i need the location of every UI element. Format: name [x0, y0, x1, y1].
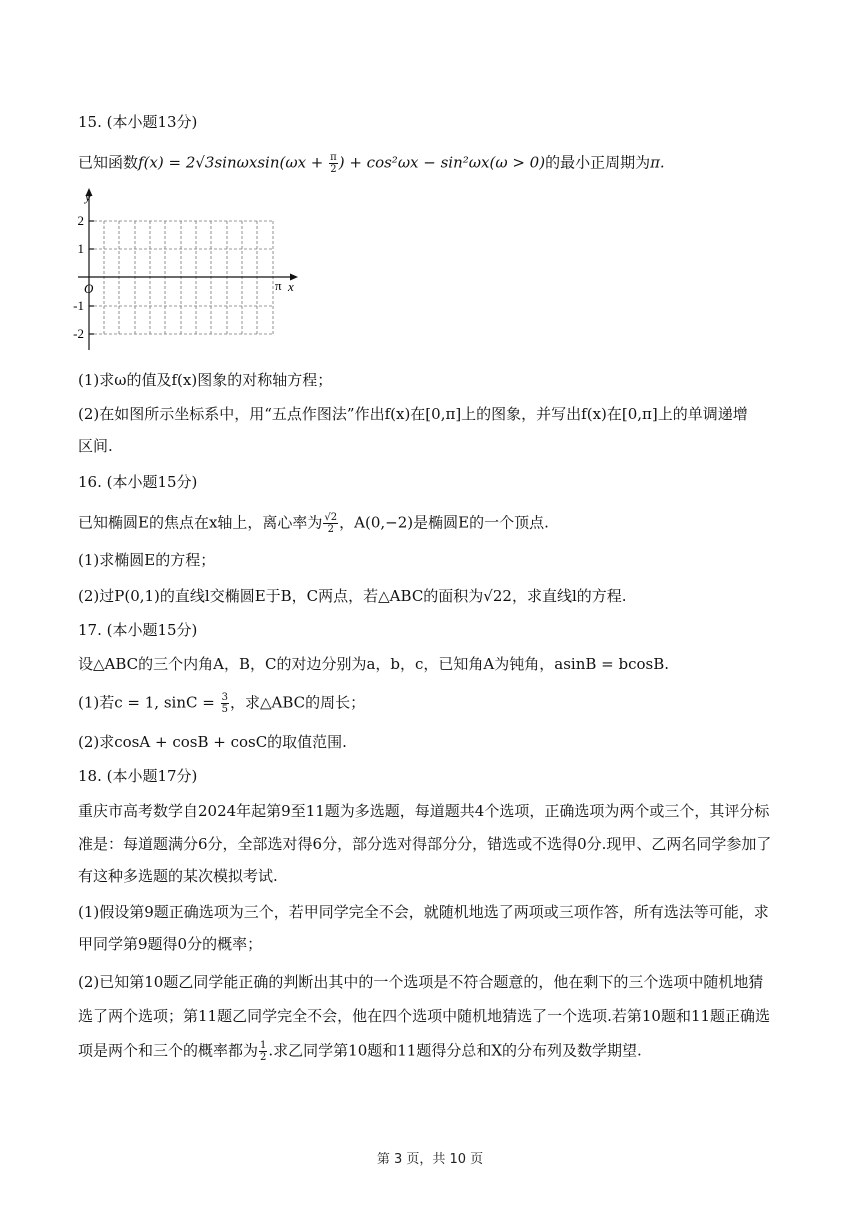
q17-part2: (2)求cosA + cosB + cosC的取值范围.	[78, 733, 347, 751]
q18-stem-line1: 重庆市高考数学自2024年起第9至11题为多选题，每道题共4个选项，正确选项为两个或三个，其评分标	[78, 802, 770, 820]
q17-header: 17. (本小题15分)	[78, 621, 198, 639]
q15-stem-suffix: 的最小正周期为	[545, 153, 651, 172]
q15-header: 15. (本小题13分)	[78, 113, 198, 131]
x-axis-label: x	[288, 279, 294, 294]
q18-stem-line2: 准是：每道题满分6分，全部选对得6分，部分选对得部分分，错选或不选得0分.现甲、乙两名同学参加了	[78, 835, 772, 853]
q16-part1: (1)求椭圆E的方程；	[78, 551, 216, 569]
q16-fraction	[323, 512, 338, 535]
q15-part2-line2: 区间.	[78, 437, 113, 455]
q15-part2-line1: (2)在如图所示坐标系中，用“五点作图法”作出f(x)在[0,π]上的图象，并写出f(x)在[0,π]上的单调递增	[78, 405, 748, 423]
q17-part1-a: (1)若c = 1, sinC =	[78, 693, 220, 712]
q18-header: 18. (本小题17分)	[78, 767, 198, 785]
q18-part2-line1: (2)已知第10题乙同学能正确的判断出其中的一个选项是不符合题意的，他在剩下的三个选项中随机地猜	[78, 973, 764, 991]
y-tick-neg2: -2	[73, 326, 84, 341]
q17-part1-b: ，求△ABC的周长；	[229, 693, 366, 712]
origin-label: O	[84, 281, 94, 296]
x-tick-pi: π	[275, 278, 282, 293]
q18-fraction	[259, 1040, 267, 1063]
q15-stem-fraction	[329, 152, 338, 175]
q15-stem-prefix: 已知函数	[78, 153, 139, 172]
q18-part2-line3-b: .求乙同学第10题和11题得分总和X的分布列及数学期望.	[268, 1041, 642, 1060]
q16-header: 16. (本小题15分)	[78, 473, 198, 491]
q16-stem-a: 已知椭圆E的焦点在x轴上，离心率为	[78, 513, 323, 532]
q17-fraction	[221, 692, 229, 715]
y-tick-1: 1	[77, 241, 84, 256]
q16-stem-b: ，A(0,−2)是椭圆E的一个顶点.	[339, 513, 549, 532]
q17-part1	[78, 692, 365, 715]
q18-frac-den: 2	[260, 1052, 267, 1063]
q16-part2: (2)过P(0,1)的直线l交椭圆E于B，C两点，若△ABC的面积为√22，求直线l的方程.	[78, 587, 627, 605]
q15-stem-math2: ) + cos²ωx − sin²ωx(ω > 0)	[338, 153, 546, 172]
q15-stem-math: f(x) = 2√3sinωxsin(ωx +	[138, 153, 329, 172]
y-tick-neg1: -1	[73, 298, 84, 313]
q15-part1: (1)求ω的值及f(x)图象的对称轴方程；	[78, 371, 333, 389]
q17-stem: 设△ABC的三个内角A，B，C的对边分别为a，b，c，已知角A为钝角，asinB = bcosB.	[78, 655, 670, 673]
y-tick-2: 2	[77, 213, 84, 228]
q18-part1-line2: 甲同学第9题得0分的概率；	[78, 935, 263, 953]
q18-part2-line3	[78, 1040, 642, 1063]
q18-part1-line1: (1)假设第9题正确选项为三个，若甲同学完全不会，就随机地选了两项或三项作答，所有选法等可能，求	[78, 903, 769, 921]
coordinate-grid	[72, 185, 312, 355]
q15-frac-den: 2	[330, 164, 337, 175]
y-axis-label: y	[85, 189, 91, 204]
page-footer: 第 3 页，共 10 页	[376, 1152, 484, 1167]
q17-frac-num: 3	[221, 692, 228, 703]
q17-frac-den: 5	[221, 704, 228, 715]
q18-stem-line3: 有这种多选题的某次模拟考试.	[78, 867, 278, 885]
q15-stem	[78, 152, 665, 175]
q18-part2-line3-a: 项是两个和三个的概率都为	[78, 1041, 259, 1060]
q16-stem	[78, 512, 549, 535]
q18-part2-line2: 选了两个选项；第11题乙同学完全不会，他在四个选项中随机地猜选了一个选项.若第10题和11题正确选	[78, 1007, 771, 1025]
q18-frac-num: 1	[260, 1040, 267, 1051]
q16-frac-num: √2	[324, 512, 338, 523]
q15-frac-num: π	[330, 152, 337, 163]
q15-stem-end: π.	[650, 153, 665, 172]
q16-frac-den: 2	[327, 524, 334, 535]
